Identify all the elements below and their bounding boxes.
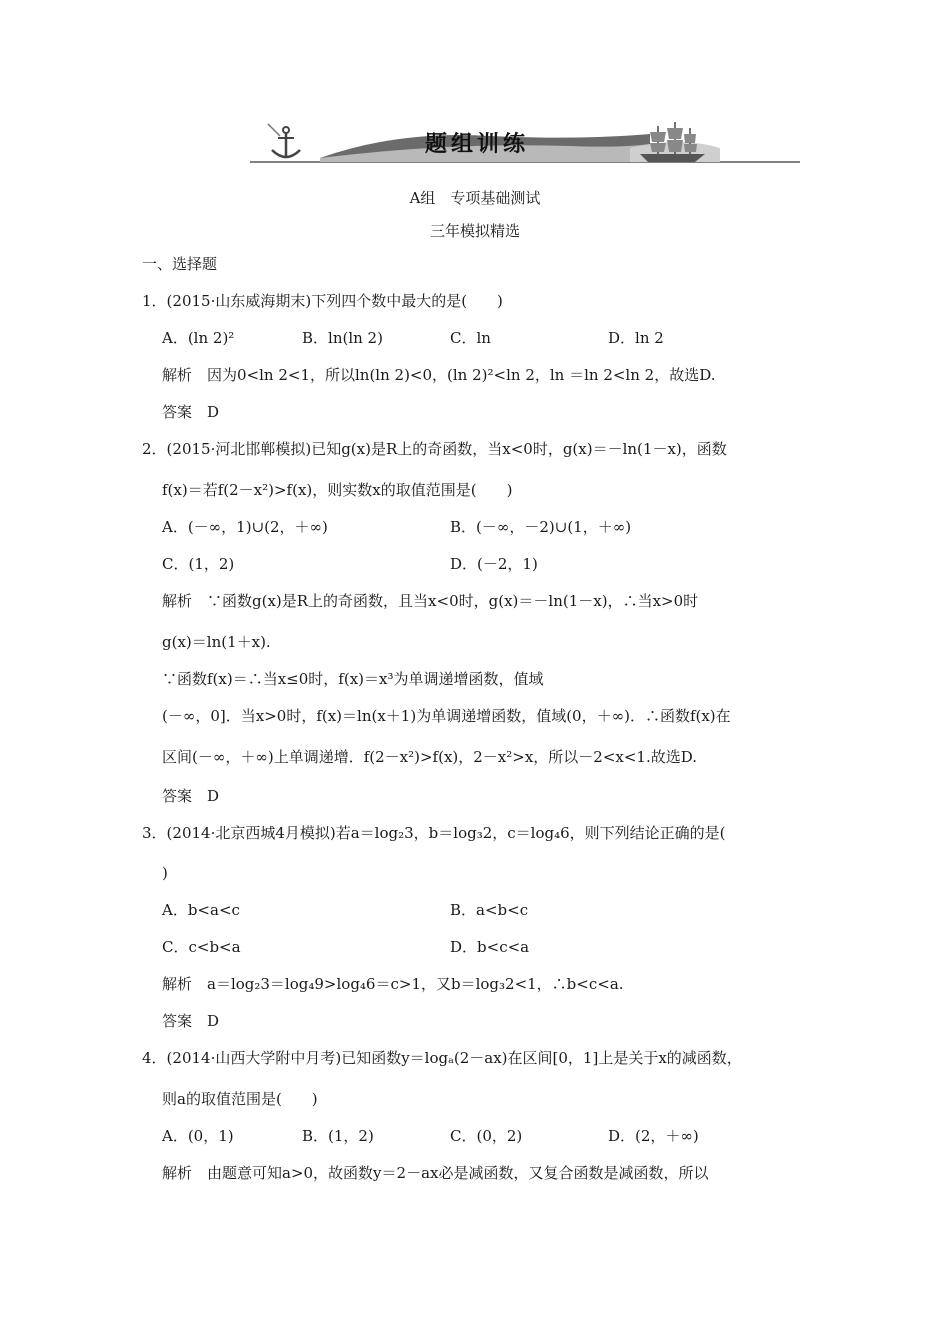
- sub-heading: 三年模拟精选: [429, 222, 520, 240]
- q1-option-c: C．ln: [450, 329, 491, 347]
- q2-option-c: C．(1，2): [162, 555, 235, 573]
- q2-answer: 答案 D: [162, 787, 220, 805]
- q4-option-a: A．(0，1): [162, 1127, 234, 1145]
- q2-option-b: B．(－∞，－2)∪(1，＋∞): [450, 518, 632, 536]
- q4-analysis: 解析 由题意可知a>0，故函数y＝2－ax必是减函数，又复合函数是减函数，所以: [162, 1164, 709, 1182]
- q4-option-c: C．(0，2): [450, 1127, 523, 1145]
- q1-answer: 答案 D: [162, 403, 220, 421]
- q3-answer: 答案 D: [162, 1012, 220, 1030]
- section-heading: 一、选择题: [142, 255, 218, 273]
- q3-stem-line2: ): [162, 864, 168, 882]
- q1-option-b: B．ln(ln 2): [302, 329, 383, 347]
- q1-stem: 1．(2015·山东威海期末)下列四个数中最大的是( ): [142, 292, 503, 310]
- q2-analysis-line3: ∵函数f(x)＝∴当x≤0时，f(x)＝x³为单调递增函数，值域: [162, 670, 544, 688]
- q2-option-a: A．(－∞，1)∪(2，＋∞): [162, 518, 328, 536]
- banner-title: 题组训练: [425, 132, 530, 157]
- q1-option-d: D．ln 2: [608, 329, 664, 347]
- q2-analysis-line2: g(x)＝ln(1＋x).: [162, 633, 271, 651]
- q3-option-a: A．b<a<c: [162, 901, 240, 919]
- q3-analysis: 解析 a＝log₂3＝log₄9>log₄6＝c>1，又b＝log₃2<1，∴b<c<a.: [162, 975, 624, 993]
- q2-analysis-line1: 解析 ∵函数g(x)是R上的奇函数，且当x<0时，g(x)＝－ln(1－x)，∴当x>0时: [162, 592, 699, 610]
- anchor-icon: [268, 124, 300, 158]
- q2-option-d: D．(－2，1): [450, 555, 538, 573]
- q4-stem-line1: 4．(2014·山西大学附中月考)已知函数y＝logₐ(2－ax)在区间[0，1]上是关于x的减函数，: [142, 1049, 742, 1067]
- q2-analysis-line5: 区间(－∞，＋∞)上单调递增．f(2－x²)>f(x)，2－x²>x，所以－2<x<1.故选D.: [162, 748, 698, 766]
- q4-stem-line2: 则a的取值范围是( ): [162, 1090, 318, 1108]
- group-heading: A组 专项基础测试: [409, 189, 541, 207]
- q2-analysis-line4: (－∞，0]．当x>0时，f(x)＝ln(x＋1)为单调递增函数，值域(0，＋∞)．∴函数f(x)在: [162, 707, 731, 725]
- q2-stem-line1: 2．(2015·河北邯郸模拟)已知g(x)是R上的奇函数，当x<0时，g(x)＝－ln(1－x)，函数: [142, 440, 727, 458]
- q4-option-b: B．(1，2): [302, 1127, 374, 1145]
- q1-option-a: A．(ln 2)²: [162, 329, 235, 347]
- q1-analysis: 解析 因为0<ln 2<1，所以ln(ln 2)<0，(ln 2)²<ln 2，ln ＝ln 2<ln 2，故选D.: [162, 366, 716, 384]
- q3-option-d: D．b<c<a: [450, 938, 530, 956]
- q3-option-b: B．a<b<c: [450, 901, 529, 919]
- q3-option-c: C．c<b<a: [162, 938, 241, 956]
- q2-stem-line2: f(x)＝若f(2－x²)>f(x)，则实数x的取值范围是( ): [162, 481, 513, 499]
- q3-stem-line1: 3．(2014·北京西城4月模拟)若a＝log₂3，b＝log₃2，c＝log₄6，则下列结论正确的是(: [142, 824, 726, 842]
- q4-option-d: D．(2，＋∞): [608, 1127, 699, 1145]
